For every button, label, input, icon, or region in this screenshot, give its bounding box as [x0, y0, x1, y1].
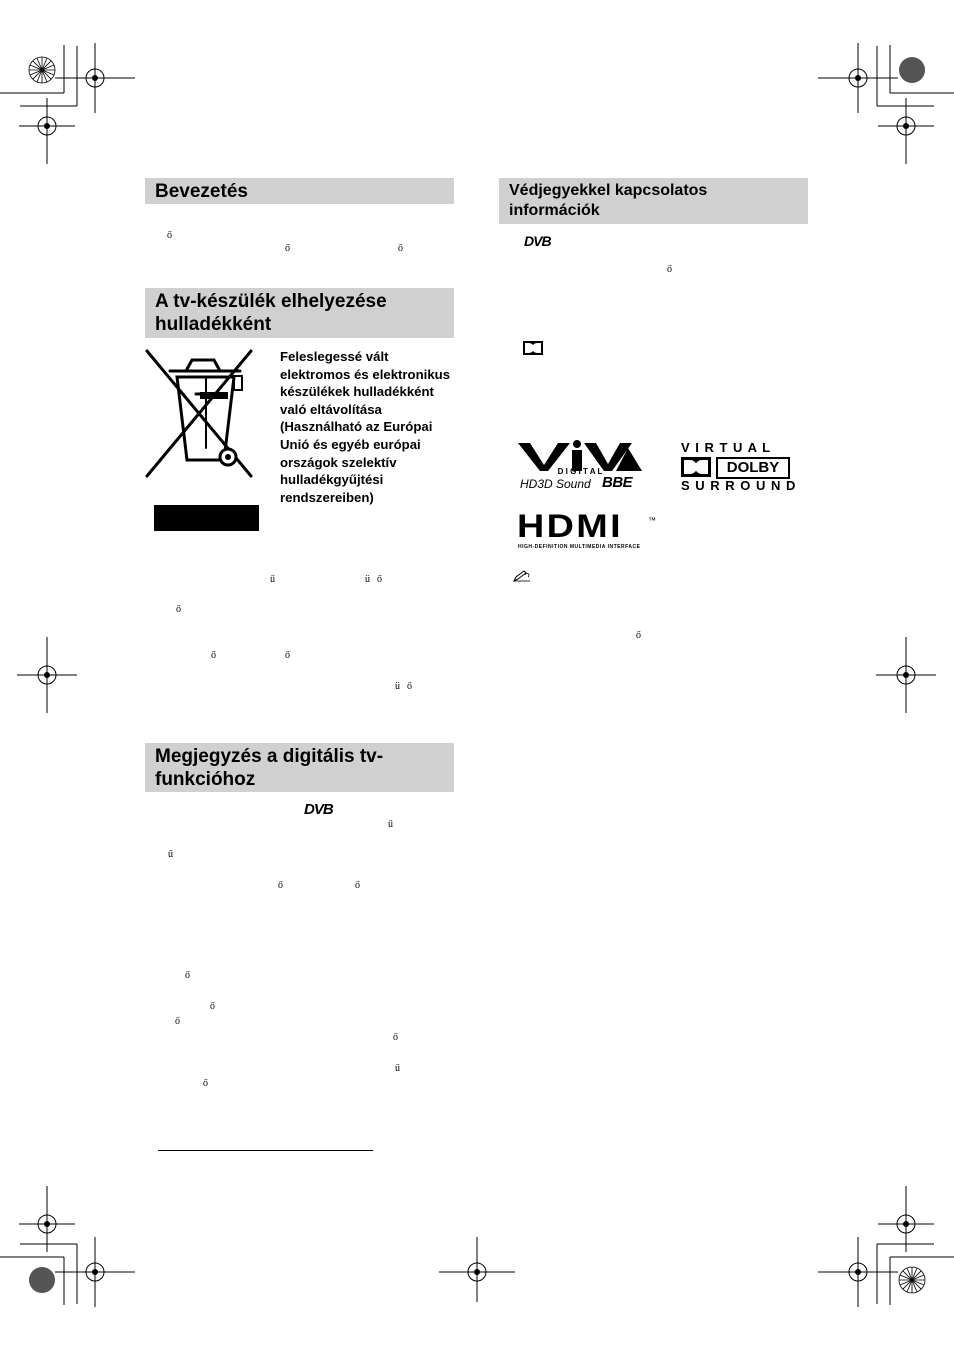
- glyph: ő: [176, 604, 181, 615]
- bin-black-bar: [154, 505, 259, 531]
- glyph: ő: [667, 264, 672, 275]
- hdmi-logo: HDMI: [517, 508, 623, 544]
- viva-hd3d-text: HD3D Sound: [520, 477, 591, 491]
- glyph: ű: [395, 1063, 400, 1074]
- heading-elhelyezes: A tv-készülék elhelyezése hulladékként: [145, 288, 454, 338]
- glyph: ő: [185, 970, 190, 981]
- glyph: ő: [407, 681, 412, 692]
- glyph: ő: [278, 880, 283, 891]
- glyph: ű: [388, 819, 393, 830]
- hdmi-subtext: HIGH-DEFINITION MULTIMEDIA INTERFACE: [518, 544, 641, 550]
- heading-vedjegyek: Védjegyekkel kapcsolatos információk: [499, 178, 808, 224]
- glyph: ő: [355, 880, 360, 891]
- dvb-logo: DVB: [304, 801, 333, 818]
- glyph: ű: [168, 849, 173, 860]
- glyph: ő: [393, 1032, 398, 1043]
- note-pencil-icon: [513, 570, 531, 582]
- glyph: ő: [377, 574, 382, 585]
- glyph: ő: [211, 650, 216, 661]
- glyph: ő: [210, 1001, 215, 1012]
- glyph: ő: [167, 230, 172, 241]
- dolby-double-d-icon: [523, 341, 543, 355]
- hdmi-tm: ™: [648, 516, 656, 525]
- surround-text: S U R R O U N D: [681, 478, 797, 493]
- dvb-logo-small: DVB: [524, 233, 551, 249]
- glyph: ő: [636, 630, 641, 641]
- glyph: ő: [285, 650, 290, 661]
- glyph: ő: [203, 1078, 208, 1089]
- viva-bbe-text: BBE: [602, 474, 633, 491]
- dolby-text: DOLBY: [716, 457, 790, 479]
- footnote-rule: [158, 1150, 373, 1151]
- glyph: ü: [395, 681, 400, 692]
- glyph: ő: [285, 243, 290, 254]
- crossed-bin-icon: [144, 348, 254, 480]
- dolby-logo-icon: [681, 457, 711, 477]
- glyph: ő: [398, 243, 403, 254]
- viva-digital-text: D I G I T A L: [557, 467, 603, 476]
- glyph: ü: [365, 574, 370, 585]
- heading-bevezetes: Bevezetés: [145, 178, 454, 204]
- virtual-text: V I R T U A L: [681, 440, 772, 455]
- disposal-text: Feleslegessé vált elektromos és elektronikus készülékek hulladékként való eltávolítása (Használható az Európai Unió és egyéb európai országok szelektív hulladékgyűjtési rendszereiben): [280, 349, 451, 505]
- glyph: ű: [270, 574, 275, 585]
- glyph: ő: [175, 1016, 180, 1027]
- heading-megjegyzes: Megjegyzés a digitális tv-funkcióhoz: [145, 743, 454, 792]
